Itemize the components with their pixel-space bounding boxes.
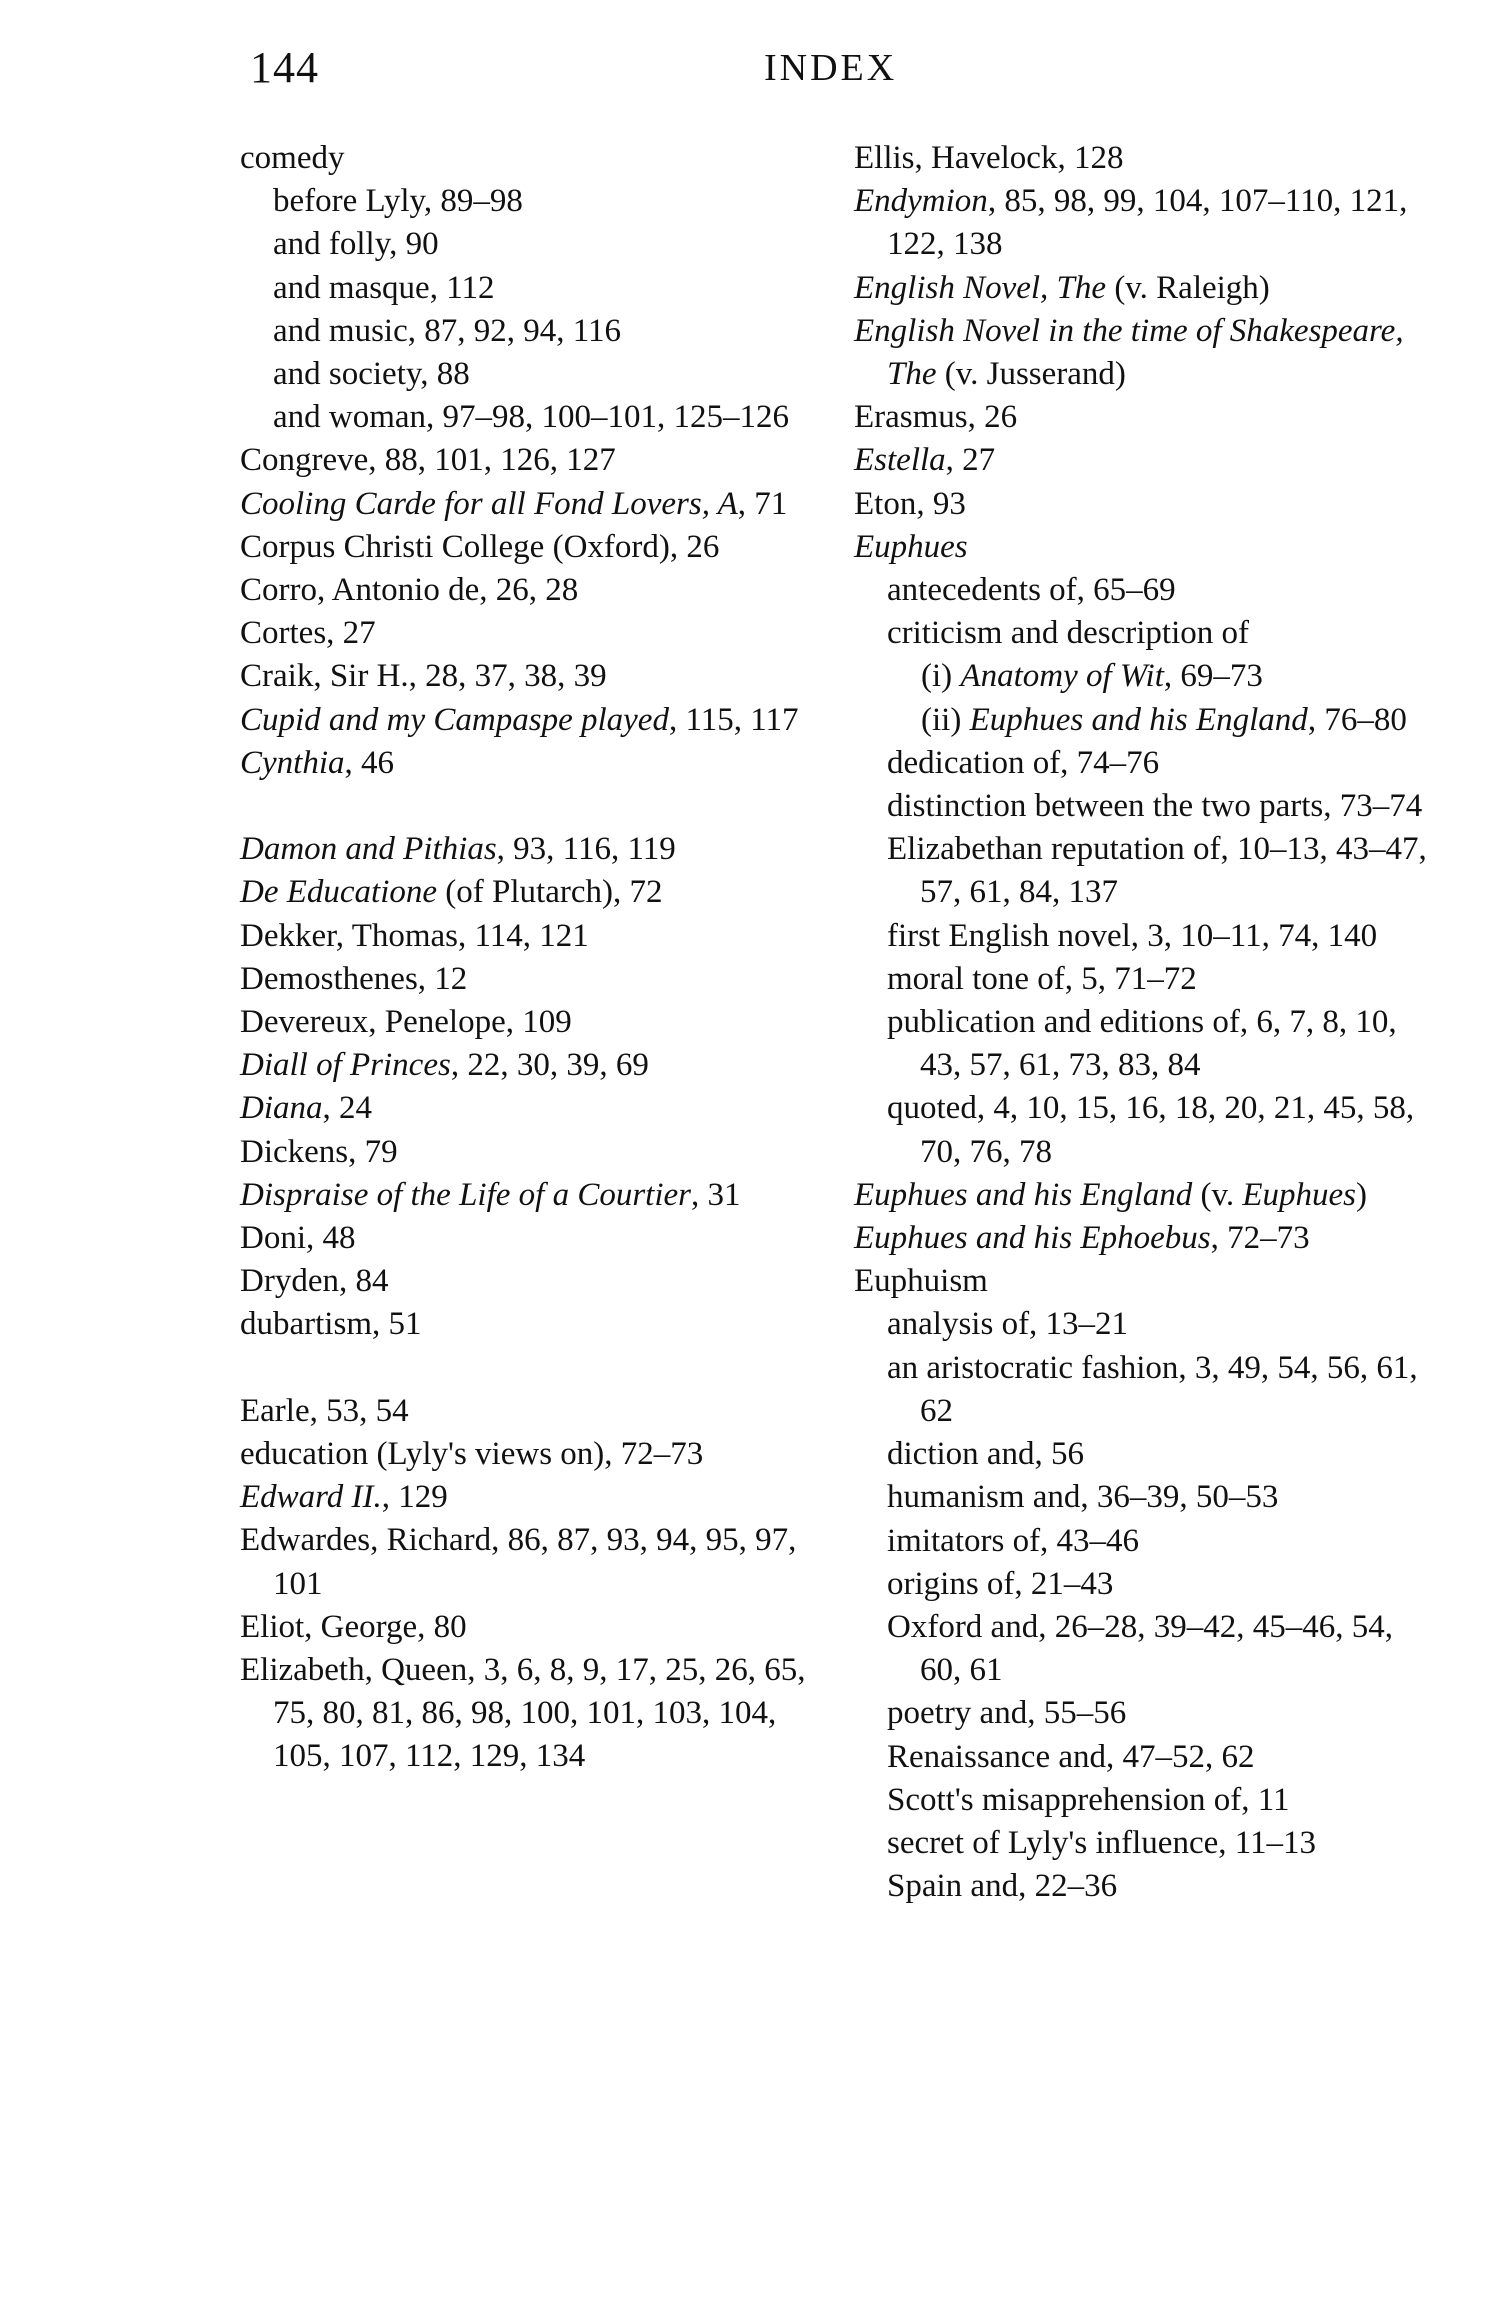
index-text: , 69–73: [1163, 658, 1263, 695]
index-text: Scott's misapprehension of, 11: [887, 1781, 1290, 1818]
index-entry: [854, 396, 1430, 439]
index-title-text: Estella: [854, 442, 946, 479]
index-title-text: English Novel in the time of Shakespeare, The: [854, 312, 1404, 393]
index-entry: [240, 1303, 810, 1346]
index-entry: [240, 1217, 810, 1260]
index-letter-gap: [240, 785, 810, 828]
index-text: Euphuism: [854, 1263, 988, 1300]
index-title-text: Euphues: [854, 528, 968, 565]
index-text: (v. Jusserand): [936, 356, 1126, 393]
index-text: Erasmus, 26: [854, 399, 1018, 436]
index-entry: [854, 483, 1430, 526]
index-text: (i): [921, 658, 961, 695]
index-text: and society, 88: [273, 356, 470, 393]
index-entry: [854, 137, 1430, 180]
index-entry: [240, 1260, 810, 1303]
index-text: Dryden, 84: [240, 1263, 389, 1300]
index-text: Earle, 53, 54: [240, 1392, 409, 1429]
index-title-text: Cupid and my Campaspe played: [240, 701, 669, 738]
index-text: Eton, 93: [854, 485, 966, 522]
index-text: and music, 87, 92, 94, 116: [273, 312, 621, 349]
index-subentry: [240, 310, 810, 353]
index-subentry: [854, 655, 1430, 698]
index-text: first English novel, 3, 10–11, 74, 140: [887, 917, 1378, 954]
index-text: (ii): [921, 701, 970, 738]
index-text: (v.: [1192, 1176, 1243, 1213]
index-text: , 76–80: [1307, 701, 1407, 738]
index-text: Congreve, 88, 101, 126, 127: [240, 442, 616, 479]
index-entry: [240, 1044, 810, 1087]
index-entry: [240, 1433, 810, 1476]
index-text: , 27: [945, 442, 996, 479]
index-entry: [240, 742, 810, 785]
index-entry: [240, 137, 810, 180]
index-column-right: [854, 137, 1430, 1908]
index-subentry: [854, 1520, 1430, 1563]
index-text: , 85, 98, 99, 104, 107–110, 121, 122, 138: [887, 183, 1408, 263]
index-text: quoted, 4, 10, 15, 16, 18, 20, 21, 45, 58, 70, 76, 78: [887, 1090, 1415, 1170]
index-text: analysis of, 13–21: [887, 1306, 1129, 1343]
index-text: Spain and, 22–36: [887, 1868, 1118, 1905]
index-title-text: Cooling Carde for all Fond Lovers, A: [240, 485, 738, 522]
index-entry: [240, 1390, 810, 1433]
index-title-text: Anatomy of Wit: [960, 658, 1164, 695]
index-text: and woman, 97–98, 100–101, 125–126: [273, 399, 790, 436]
index-text: dedication of, 74–76: [887, 744, 1160, 781]
index-title-text: Cynthia: [240, 744, 345, 781]
index-text: publication and editions of, 6, 7, 8, 10, 43, 57, 61, 73, 83, 84: [887, 1004, 1397, 1084]
index-subentry: [240, 396, 810, 439]
index-entry: [240, 1519, 810, 1605]
index-text: Demosthenes, 12: [240, 960, 468, 997]
index-entry: [240, 612, 810, 655]
running-head: INDEX: [764, 47, 898, 89]
index-text: and folly, 90: [273, 226, 439, 263]
index-text: Dickens, 79: [240, 1133, 398, 1170]
index-text: criticism and description of: [887, 615, 1249, 652]
index-subentry: [854, 1347, 1430, 1433]
index-entry: [240, 1649, 810, 1779]
index-subentry: [854, 1865, 1430, 1908]
index-entry: [240, 828, 810, 871]
index-text: Cortes, 27: [240, 615, 376, 652]
index-letter-gap: [240, 1347, 810, 1390]
index-column-left: [240, 137, 810, 1779]
index-entry: [240, 1087, 810, 1130]
index-entry: [240, 569, 810, 612]
index-entry: [240, 439, 810, 482]
index-text: Devereux, Penelope, 109: [240, 1004, 572, 1041]
index-subentry: [240, 267, 810, 310]
index-text: , 129: [381, 1479, 448, 1516]
index-text: Corpus Christi College (Oxford), 26: [240, 528, 720, 565]
index-text: , 31: [691, 1176, 741, 1213]
index-subentry: [240, 180, 810, 223]
index-text: Elizabeth, Queen, 3, 6, 8, 9, 17, 25, 26, 65, 75, 80, 81, 86, 98, 100, 101, 103, 104, 105, 107, 112, 129, 134: [240, 1652, 806, 1775]
index-subentry: [854, 1736, 1430, 1779]
index-text: dubartism, 51: [240, 1306, 422, 1343]
index-text: Corro, Antonio de, 26, 28: [240, 572, 579, 609]
index-subentry: [854, 1087, 1430, 1173]
index-subentry: [854, 1822, 1430, 1865]
index-entry: [240, 655, 810, 698]
index-text: secret of Lyly's influence, 11–13: [887, 1824, 1317, 1861]
index-subentry: [854, 1001, 1430, 1087]
index-text: poetry and, 55–56: [887, 1695, 1127, 1732]
index-text: , 46: [344, 744, 394, 781]
index-entry: [854, 526, 1430, 569]
index-subentry: [854, 1779, 1430, 1822]
index-title-text: Euphues and his England: [969, 701, 1308, 738]
index-entry: [854, 1174, 1430, 1217]
index-subentry: [854, 612, 1430, 655]
index-text: before Lyly, 89–98: [273, 183, 523, 220]
index-subentry: [854, 569, 1430, 612]
index-entry: [240, 483, 810, 526]
index-entry: [240, 1131, 810, 1174]
index-entry: [854, 1217, 1430, 1260]
index-entry: [854, 1260, 1430, 1303]
index-title-text: Dispraise of the Life of a Courtier: [240, 1176, 692, 1213]
index-subentry: [854, 1563, 1430, 1606]
index-subentry: [240, 223, 810, 266]
index-entry: [240, 526, 810, 569]
index-subentry: [854, 1606, 1430, 1692]
index-text: antecedents of, 65–69: [887, 572, 1176, 609]
index-text: education (Lyly's views on), 72–73: [240, 1436, 704, 1473]
index-entry: [240, 915, 810, 958]
index-text: moral tone of, 5, 71–72: [887, 960, 1197, 997]
index-entry: [854, 439, 1430, 482]
index-text: Edwardes, Richard, 86, 87, 93, 94, 95, 97, 101: [240, 1522, 797, 1602]
index-subentry: [854, 1476, 1430, 1519]
index-text: diction and, 56: [887, 1436, 1085, 1473]
index-text: , 71: [737, 485, 788, 522]
index-text: (of Plutarch), 72: [437, 874, 663, 911]
index-title-text: Diana: [240, 1090, 323, 1127]
index-text: Craik, Sir H., 28, 37, 38, 39: [240, 658, 607, 695]
index-text: Dekker, Thomas, 114, 121: [240, 917, 589, 954]
index-text: Ellis, Havelock, 128: [854, 140, 1124, 176]
index-entry: [240, 1476, 810, 1519]
index-title-text: Diall of Princes: [240, 1047, 451, 1084]
index-text: (v. Raleigh): [1106, 269, 1270, 306]
index-subentry: [240, 353, 810, 396]
index-title-text: Damon and Pithias: [240, 831, 497, 868]
index-text: origins of, 21–43: [887, 1565, 1114, 1602]
index-entry: [854, 310, 1430, 396]
index-subentry: [854, 1433, 1430, 1476]
index-title-text: English Novel, The: [854, 269, 1107, 306]
index-entry: [240, 871, 810, 914]
index-text: an aristocratic fashion, 3, 49, 54, 56, 61, 62: [887, 1349, 1418, 1429]
index-subentry: [854, 958, 1430, 1001]
index-title-text: De Educatione: [240, 874, 438, 911]
page-number: 144: [250, 43, 319, 92]
index-text: Oxford and, 26–28, 39–42, 45–46, 54, 60, 61: [887, 1608, 1393, 1689]
index-entry: [240, 1001, 810, 1044]
index-entry: [240, 958, 810, 1001]
index-text: Elizabethan reputation of, 10–13, 43–47, 57, 61, 84, 137: [887, 831, 1427, 911]
index-entry: [854, 267, 1430, 310]
index-text: ): [1356, 1176, 1367, 1213]
index-text: Doni, 48: [240, 1220, 356, 1257]
index-subentry: [854, 699, 1430, 742]
index-text: , 72–73: [1210, 1220, 1310, 1257]
index-text: , 22, 30, 39, 69: [450, 1047, 649, 1084]
index-text: imitators of, 43–46: [887, 1522, 1140, 1559]
index-entry: [240, 699, 810, 742]
index-subentry: [854, 1692, 1430, 1735]
index-subentry: [854, 828, 1430, 914]
index-entry: [854, 180, 1430, 266]
index-title-text: Edward II.: [240, 1479, 382, 1516]
index-text: comedy: [240, 140, 345, 176]
index-text: , 24: [322, 1090, 372, 1127]
index-subentry: [854, 785, 1430, 828]
index-text: Renaissance and, 47–52, 62: [887, 1738, 1255, 1775]
index-entry: [240, 1174, 810, 1217]
index-title-text: Euphues and his England: [854, 1176, 1193, 1213]
index-text: humanism and, 36–39, 50–53: [887, 1479, 1279, 1516]
index-text: , 93, 116, 119: [496, 831, 676, 868]
index-subentry: [854, 1303, 1430, 1346]
index-text: distinction between the two parts, 73–74: [887, 788, 1423, 825]
index-text: , 115, 117: [668, 701, 799, 738]
index-text: and masque, 112: [273, 269, 495, 306]
index-text: Eliot, George, 80: [240, 1608, 467, 1645]
index-title-text: Euphues: [1242, 1176, 1356, 1213]
index-entry: [240, 1606, 810, 1649]
index-title-text: Endymion: [854, 183, 988, 220]
index-subentry: [854, 915, 1430, 958]
index-title-text: Euphues and his Ephoebus: [854, 1220, 1211, 1257]
index-subentry: [854, 742, 1430, 785]
